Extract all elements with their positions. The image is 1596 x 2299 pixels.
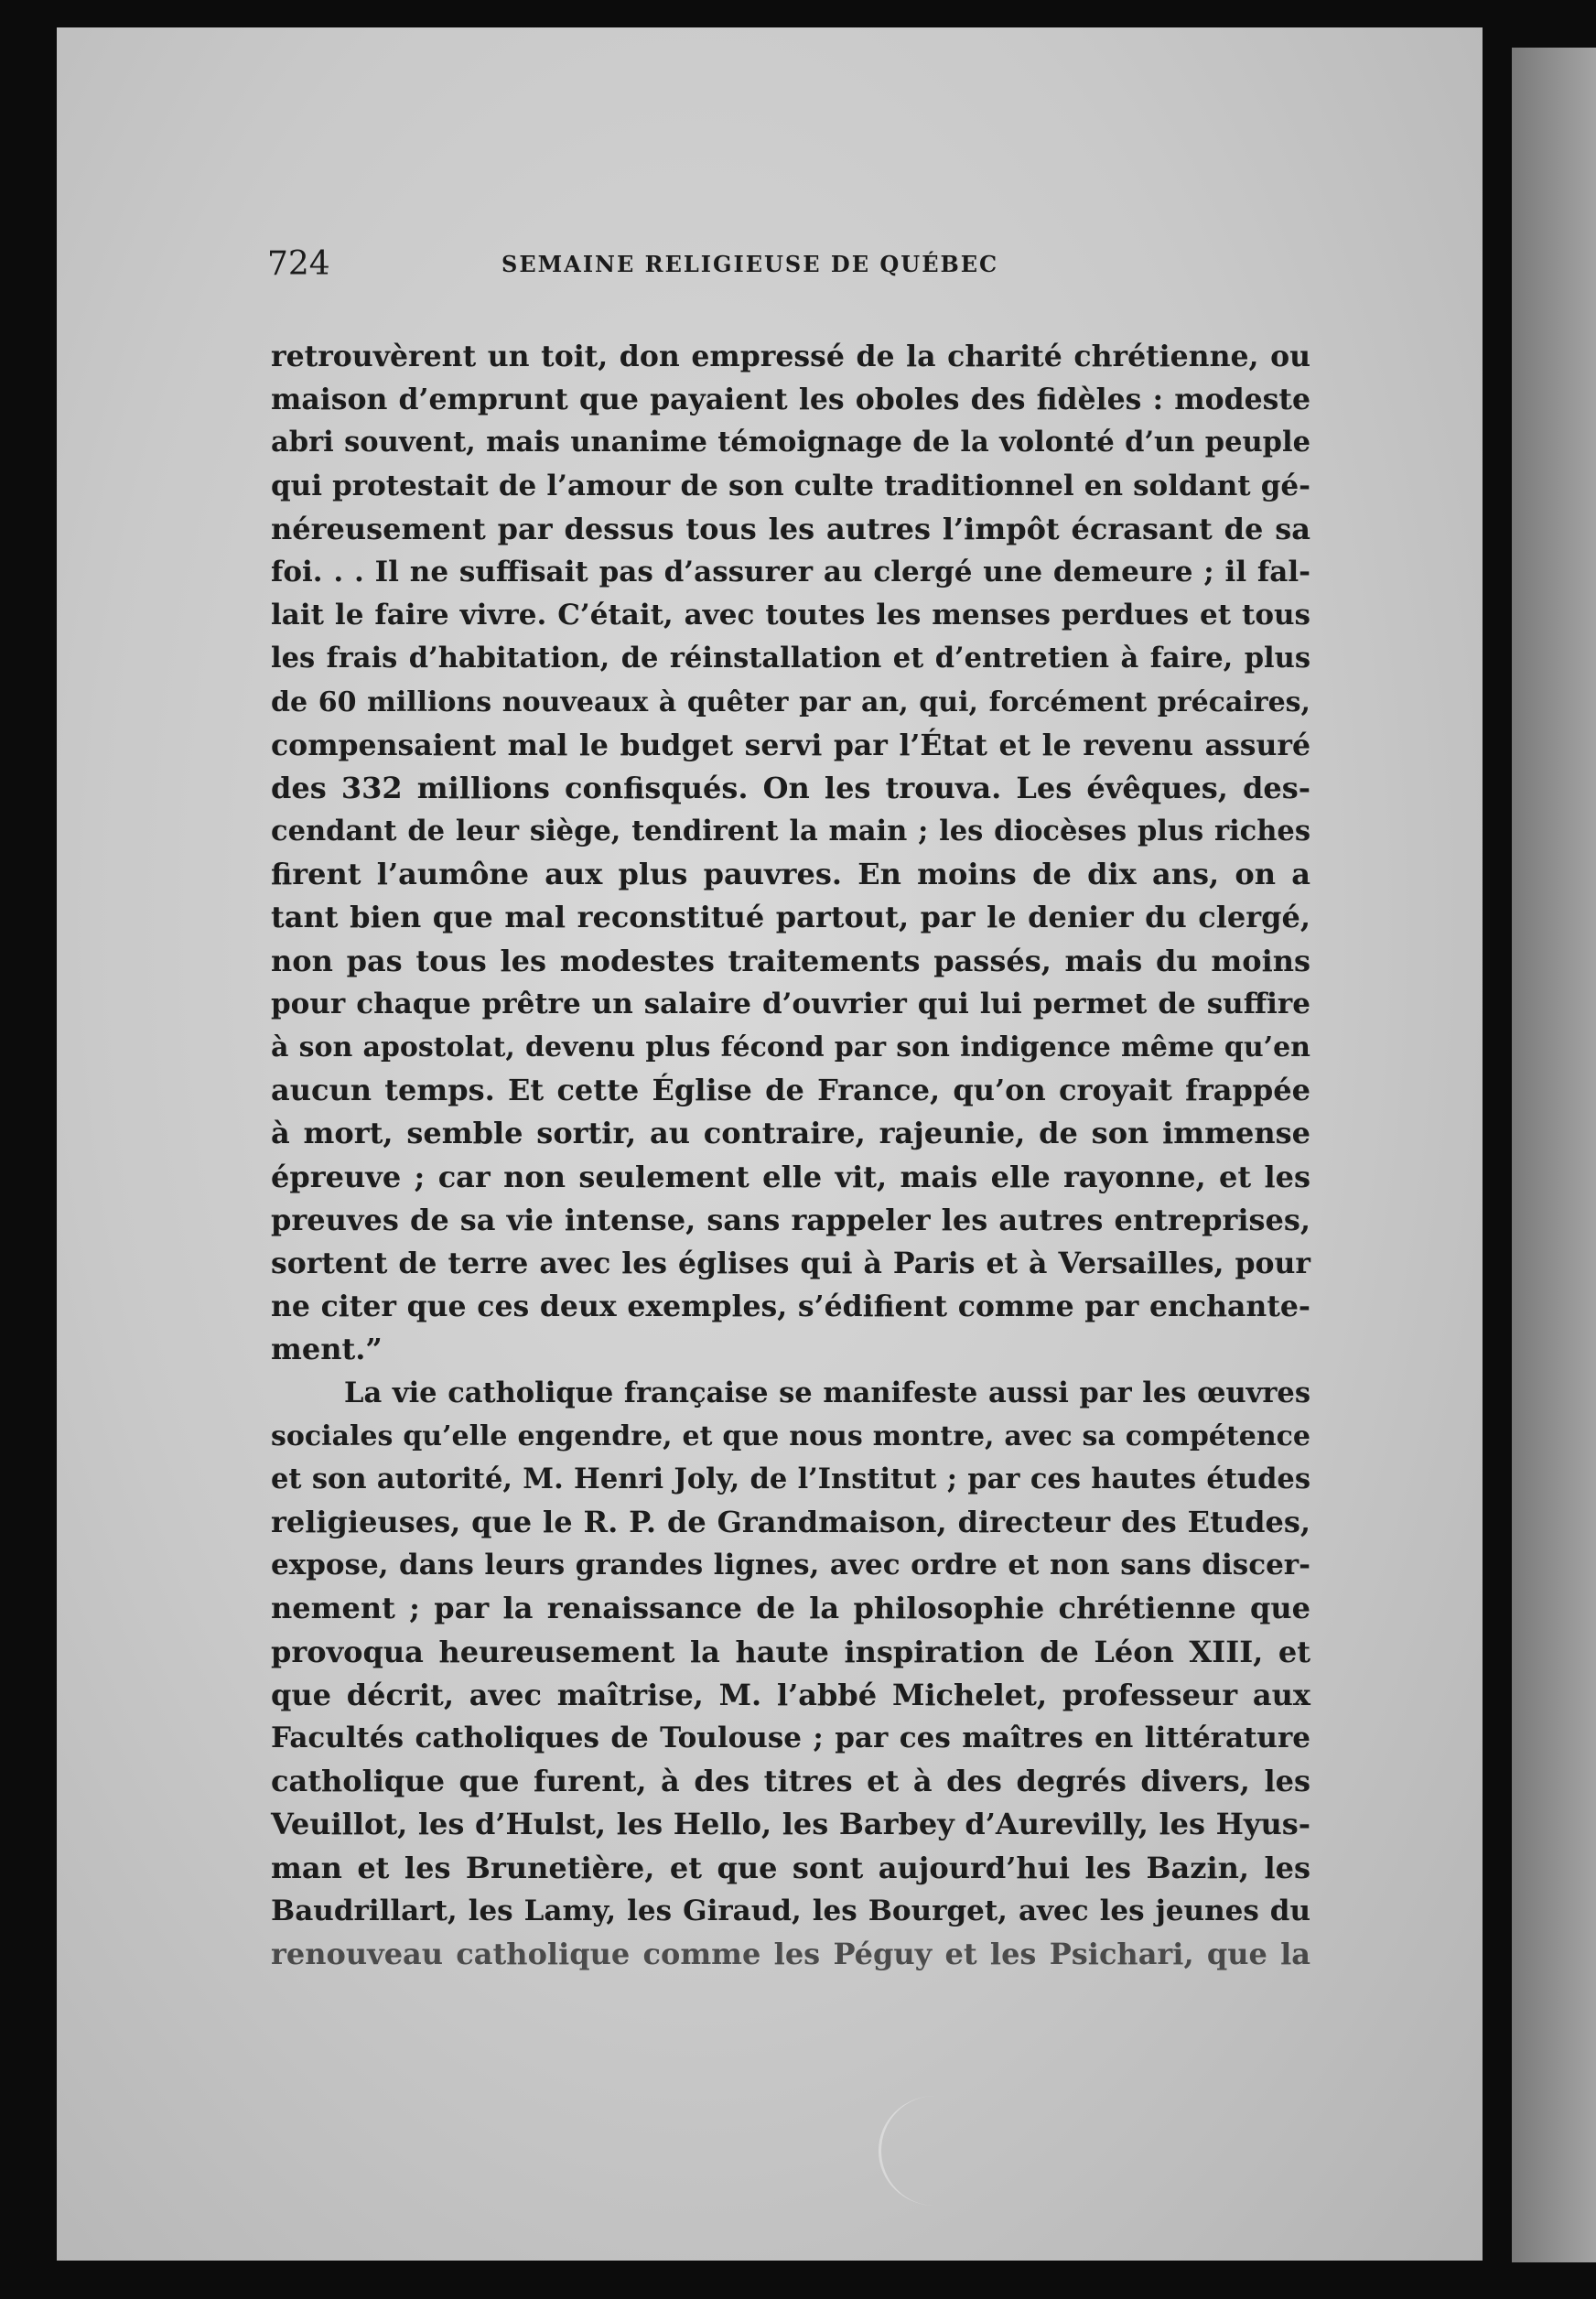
text-line: La vie catholique française se manifeste aussi par les œuvres <box>344 1376 1310 1409</box>
page-header <box>267 245 1310 287</box>
text-line: que décrit, avec maîtrise, M. l’abbé Michelet, professeur aux <box>271 1677 1310 1712</box>
text-line: compensaient mal le budget servi par l’État et le revenu assuré <box>271 728 1310 762</box>
text-line: Facultés catholiques de Toulouse ; par ces maîtres en littérature <box>271 1722 1310 1754</box>
text-line: qui protestait de l’amour de son culte traditionnel en soldant gé- <box>271 469 1310 502</box>
text-line: firent l’aumône aux plus pauvres. En moins de dix ans, on a <box>271 857 1310 892</box>
text-line: non pas tous les modestes traitements passés, mais du moins <box>271 943 1310 978</box>
text-line: de 60 millions nouveaux à quêter par an, qui, forcément précaires, <box>271 685 1310 718</box>
text-line: maison d’emprunt que payaient les oboles des fidèles : modeste <box>271 383 1310 417</box>
text-line: aucun temps. Et cette Église de France, qu’on croyait frappée <box>271 1073 1310 1108</box>
text-line: provoqua heureusement la haute inspiration de Léon XIII, et <box>271 1634 1310 1669</box>
text-line: ne citer que ces deux exemples, s’édifient comme par enchante- <box>271 1290 1310 1324</box>
text-line: Veuillot, les d’Hulst, les Hello, les Barbey d’Aurevilly, les Hyus- <box>271 1807 1310 1842</box>
text-line: épreuve ; car non seulement elle vit, mais elle rayonne, et les <box>271 1159 1310 1194</box>
text-line: les frais d’habitation, de réinstallation et d’entretien à faire, plus <box>271 642 1310 675</box>
text-line: abri souvent, mais unanime témoignage de la volonté d’un peuple <box>271 426 1310 459</box>
text-line: ment.” <box>271 1332 383 1367</box>
text-line: sortent de terre avec les églises qui à Paris et à Versailles, pour <box>271 1246 1310 1280</box>
text-line: foi. . . Il ne suffisait pas d’assurer au clergé une demeure ; il fal- <box>271 555 1310 588</box>
text-line: et son autorité, M. Henri Joly, de l’Institut ; par ces hautes études <box>271 1462 1310 1495</box>
text-line: néreusement par dessus tous les autres l’impôt écrasant de sa <box>271 511 1310 546</box>
text-line: catholique que furent, à des titres et à des degrés divers, les <box>271 1764 1310 1799</box>
text-line: des 332 millions confisqués. On les trouva. Les évêques, des- <box>271 770 1310 805</box>
text-line: nement ; par la renaissance de la philosophie chrétienne que <box>271 1591 1310 1626</box>
text-line: renouveau catholique comme les Péguy et les Psichari, que la <box>271 1936 1310 1971</box>
adjacent-page-edge <box>1512 48 1596 2262</box>
text-line: lait le faire vivre. C’était, avec toutes les menses perdues et tous <box>271 599 1310 632</box>
text-line: man et les Brunetière, et que sont aujourd’hui les Bazin, les <box>271 1850 1310 1885</box>
text-line: sociales qu’elle engendre, et que nous montre, avec sa compétence <box>271 1419 1310 1452</box>
text-line: preuves de sa vie intense, sans rappeler les autres entreprises, <box>271 1202 1310 1237</box>
text-line: expose, dans leurs grandes lignes, avec ordre et non sans discer- <box>271 1549 1310 1582</box>
text-line: cendant de leur siège, tendirent la main ; les diocèses plus riches <box>271 815 1310 848</box>
text-line: tant bien que mal reconstitué partout, par le denier du clergé, <box>271 900 1310 935</box>
text-line: retrouvèrent un toit, don empressé de la charité chrétienne, ou <box>271 340 1310 373</box>
body-text <box>271 335 1310 1976</box>
text-line: Baudrillart, les Lamy, les Giraud, les Bourget, avec les jeunes du <box>271 1894 1310 1927</box>
paper-mark <box>879 2096 991 2206</box>
text-line: pour chaque prêtre un salaire d’ouvrier qui lui permet de suffire <box>271 987 1310 1020</box>
running-title: SEMAINE RELIGIEUSE DE QUÉBEC <box>501 251 999 277</box>
text-line: à son apostolat, devenu plus fécond par son indigence même qu’en <box>271 1031 1310 1063</box>
text-line: religieuses, que le R. P. de Grandmaison, directeur des Etudes, <box>271 1505 1310 1540</box>
page-number: 724 <box>267 245 330 283</box>
text-line: à mort, semble sortir, au contraire, rajeunie, de son immense <box>271 1116 1310 1151</box>
